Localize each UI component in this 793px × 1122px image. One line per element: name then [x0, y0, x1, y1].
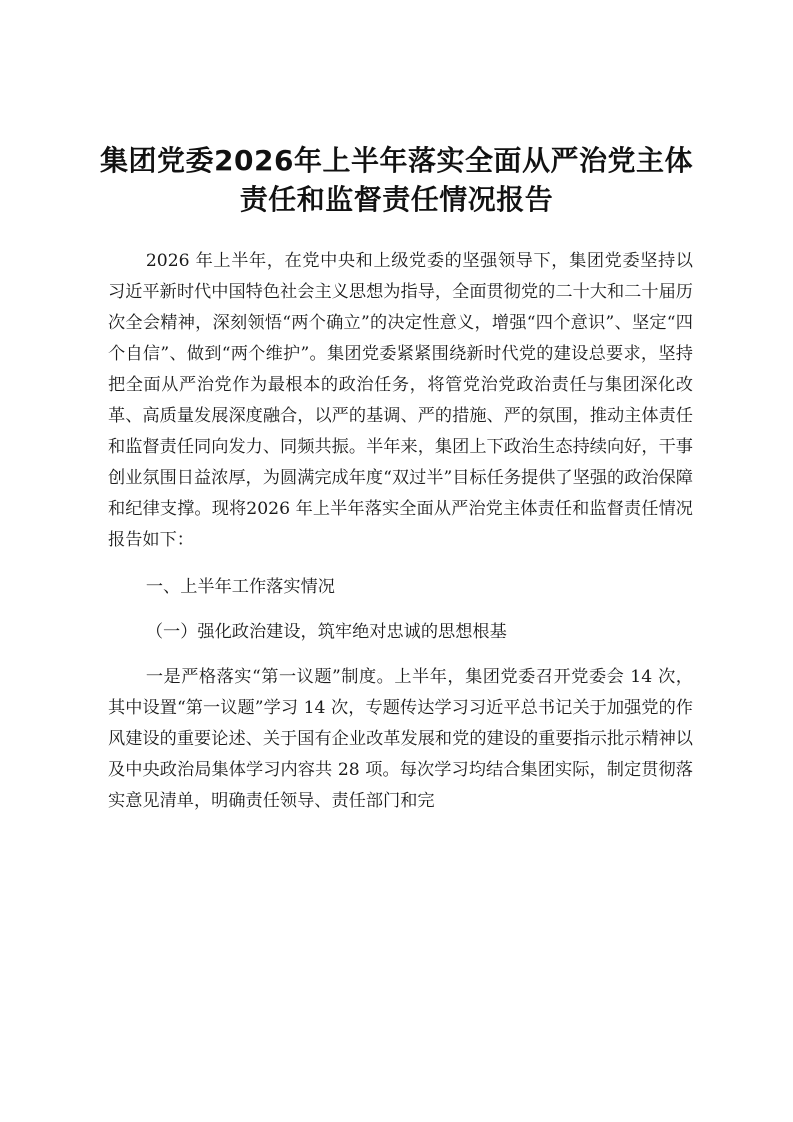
document-body: [108, 246, 693, 817]
item-paragraph: 一是严格落实“第一议题”制度。上半年，集团党委召开党委会 14 次，其中设置“第一议题”学习 14 次，专题传达学习习近平总书记关于加强党的作风建设的重要论述、关于国有企业改革发展和党的建设的重要指示批示精神以及中央政治局集体学习内容共 28 项。每次学习均结合集团实际，制定贯彻落实意见清单，明确责任领导、责任部门和完: [108, 667, 693, 811]
document-title: 集团党委2026年上半年落实全面从严治党主体责任和监督责任情况报告: [100, 144, 693, 216]
subsection-heading: （一）强化政治建设，筑牢绝对忠诚的思想根基: [145, 622, 507, 642]
intro-paragraph: 2026 年上半年，在党中央和上级党委的坚强领导下，集团党委坚持以习近平新时代中国特色社会主义思想为指导，全面贯彻党的二十大和二十届历次全会精神，深刻领悟“两个确立”的决定性意义，增强“四个意识”、坚定“四个自信”、做到“两个维护”。集团党委紧紧围绕新时代党的建设总要求，坚持把全面从严治党作为最根本的政治任务，将管党治党政治责任与集团深化改革、高质量发展深度融合，以严的基调、严的措施、严的氛围，推动主体责任和监督责任同向发力、同频共振。半年来，集团上下政治生态持续向好，干事创业氛围日益浓厚，为圆满完成年度“双过半”目标任务提供了坚强的政治保障和纪律支撑。现将2026 年上半年落实全面从严治党主体责任和监督责任情况报告如下：: [108, 251, 693, 550]
section-heading: 一、上半年工作落实情况: [145, 577, 335, 597]
